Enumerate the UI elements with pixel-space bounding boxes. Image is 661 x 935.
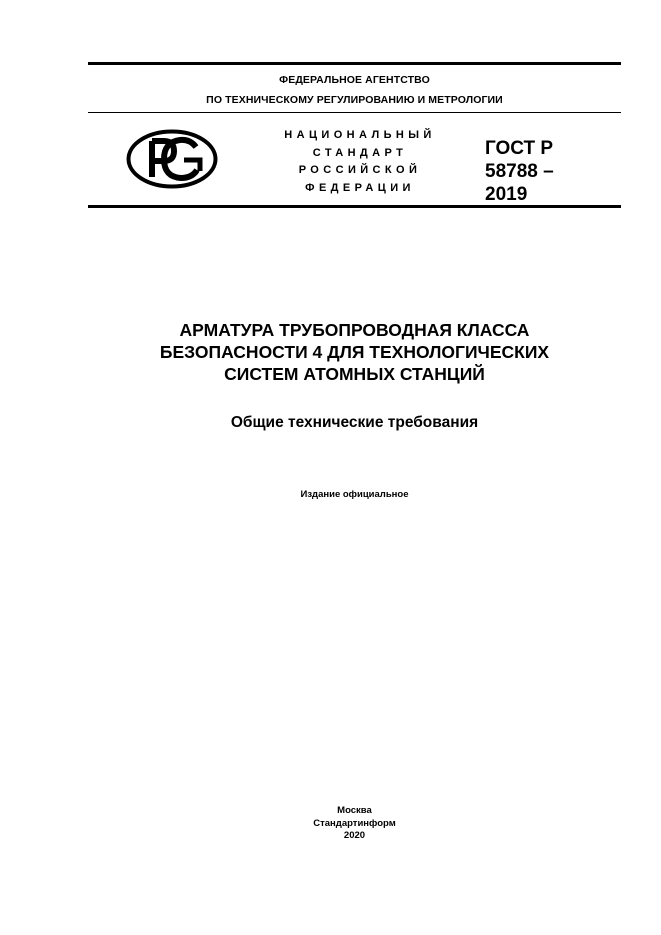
agency-line-2: ПО ТЕХНИЧЕСКОМУ РЕГУЛИРОВАНИЮ И МЕТРОЛОГИИ xyxy=(206,94,503,106)
designation-line-2: 58788 – xyxy=(485,161,554,182)
national-standard-label xyxy=(272,127,448,197)
designation-line-1: ГОСТ Р xyxy=(485,138,554,159)
agency-name xyxy=(88,70,621,110)
imprint xyxy=(80,805,629,843)
national-line-3: РОССИЙСКОЙ xyxy=(298,164,422,176)
title-line-1: АРМАТУРА ТРУБОПРОВОДНАЯ КЛАССА xyxy=(179,320,530,340)
standard-designation xyxy=(485,137,554,206)
designation-line-3: 2019 xyxy=(485,184,528,205)
imprint-publisher: Стандартинформ xyxy=(313,817,396,829)
header-middle-rule xyxy=(88,112,621,113)
national-line-2: СТАНДАРТ xyxy=(312,146,408,159)
agency-line-1: ФЕДЕРАЛЬНОЕ АГЕНТСТВО xyxy=(279,74,430,86)
header-top-rule xyxy=(88,62,621,65)
document-subtitle: Общие технические требования xyxy=(230,414,479,431)
title-line-2: БЕЗОПАСНОСТИ 4 ДЛЯ ТЕХНОЛОГИЧЕСКИХ xyxy=(159,342,550,362)
edition-note: Издание официальное xyxy=(300,489,409,500)
document-title xyxy=(80,319,629,385)
header-bottom-rule xyxy=(88,205,621,208)
imprint-city: Москва xyxy=(337,805,372,816)
rst-logo-icon xyxy=(126,129,218,189)
imprint-year: 2020 xyxy=(343,830,366,841)
title-line-3: СИСТЕМ АТОМНЫХ СТАНЦИЙ xyxy=(224,364,485,384)
national-line-1: НАЦИОНАЛЬНЫЙ xyxy=(284,129,436,141)
national-line-4: ФЕДЕРАЦИИ xyxy=(305,181,415,194)
